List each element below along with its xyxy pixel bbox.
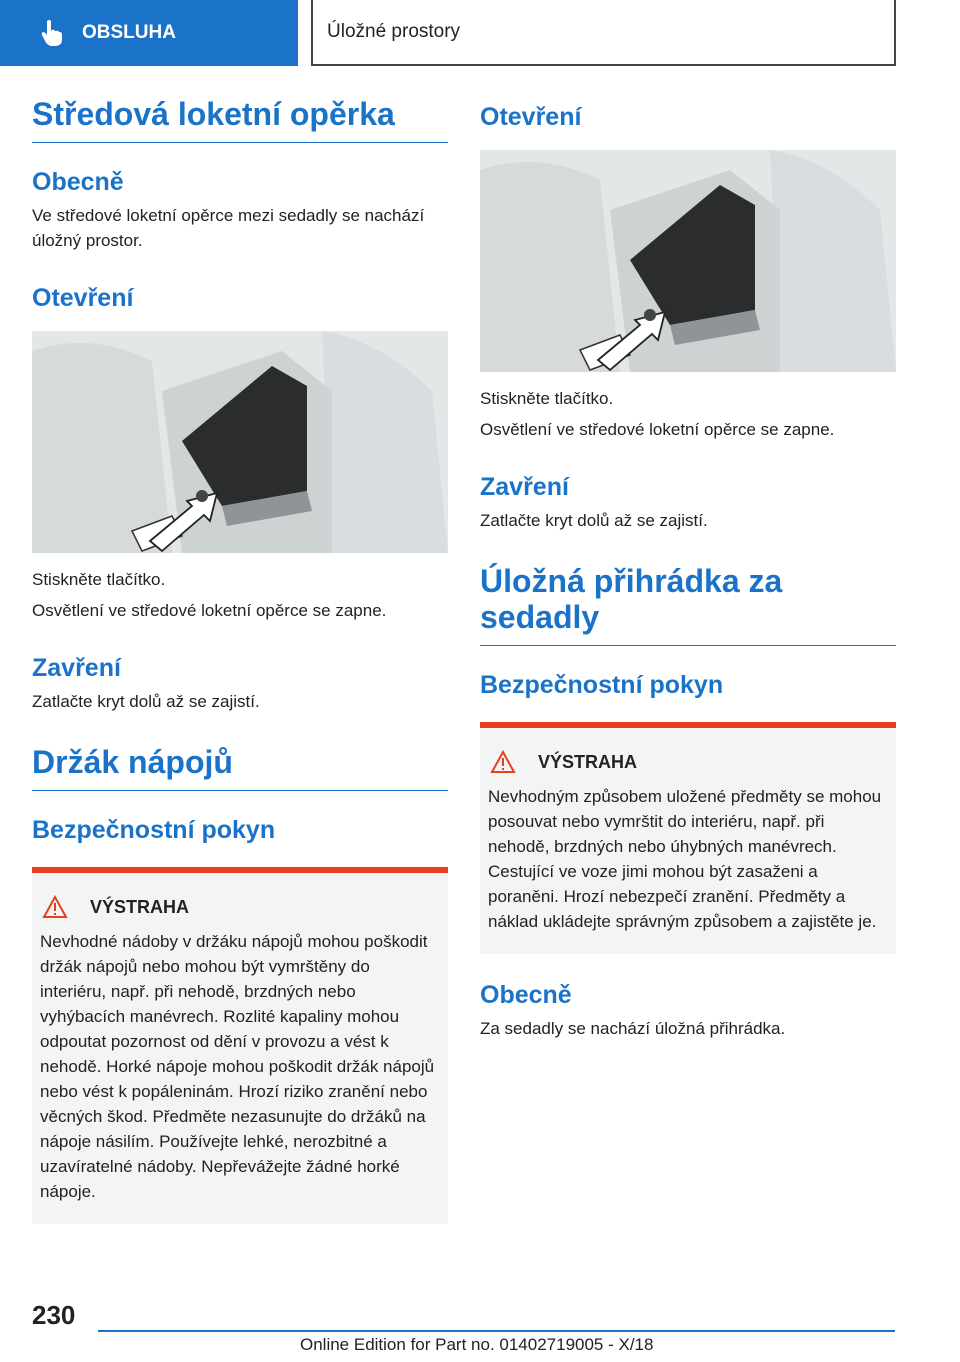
chapter-tab-label: OBSLUHA xyxy=(82,22,176,43)
footer-rule xyxy=(98,1330,895,1332)
close-text: Zatlačte kryt dolů až se zajistí. xyxy=(480,511,708,530)
hand-pointer-icon xyxy=(40,19,64,47)
general-heading: Obecně xyxy=(480,981,572,1009)
open-step-2: Osvětlení ve středové loketní opěrce se zapne. xyxy=(480,420,835,439)
warning-label: VÝSTRAHA xyxy=(90,896,190,917)
open-heading: Otevření xyxy=(480,103,582,131)
close-text: Zatlačte kryt dolů až se zajistí. xyxy=(32,692,260,711)
page-header xyxy=(0,0,960,66)
page-number: 230 xyxy=(32,1300,76,1330)
open-heading: Otevření xyxy=(32,284,134,312)
warning-head xyxy=(488,750,888,774)
armrest-illustration xyxy=(480,150,896,372)
safety-heading: Bezpečnostní pokyn xyxy=(32,816,276,844)
warning-text: Nevhodné nádoby v držáku nápojů mohou poškodit držák nápojů nebo mohou být vymrštěny do interiéru, např. při nehodě, brzdných nebo vyhýbacích manévrech. Rozlité kapaliny mohou odpoutat pozornost od dění v provozu a vést k nehodě. Horké nápoje mohou poškodit držák nápojů nebo vést k popáleninám. Hrozí riziko zranění nebo věcných škod. Předměte nezasunujte do držáků na nápoje násilím. Používejte lehké, nerozbitné a uzavíratelné nádoby. Nepřevážejte žádné horké nápoje. xyxy=(40,932,435,1201)
armrest-illustration xyxy=(32,331,448,553)
warning-head xyxy=(40,895,440,919)
general-text: Za sedadly se nachází úložná přihrádka. xyxy=(480,1019,786,1038)
open-step-1: Stiskněte tlačítko. xyxy=(32,570,166,589)
general-heading: Obecně xyxy=(32,168,124,196)
warning-label: VÝSTRAHA xyxy=(538,751,638,772)
warning-triangle-icon xyxy=(490,750,516,774)
chapter-tab[interactable] xyxy=(0,0,298,66)
safety-heading: Bezpečnostní pokyn xyxy=(480,671,724,699)
warning-box xyxy=(480,722,896,954)
open-step-2: Osvětlení ve středové loketní opěrce se zapne. xyxy=(32,601,387,620)
warning-triangle-icon xyxy=(42,895,68,919)
close-heading: Zavření xyxy=(32,654,121,682)
cupholder-title: Držák nápojů xyxy=(32,744,448,791)
compartment-title: Úložná přihrádka za sedadly xyxy=(480,563,896,646)
general-text: Ve středové loketní opěrce mezi sedadly se nachází úložný prostor. xyxy=(32,206,425,250)
right-column xyxy=(480,96,896,1041)
warning-text: Nevhodným způsobem uložené předměty se mohou posouvat nebo vymrštit do interiéru, např. při nehodě, brzdných nebo úhybných manévrech. Cestující ve voze jimi mohou být zasaženi a poraněni. Hrozí nebezpečí zranění. Předměty a náklad ukládejte správným způsobem a zajistěte je. xyxy=(488,787,882,931)
warning-box xyxy=(32,867,448,1224)
left-column xyxy=(32,96,448,1224)
open-step-1: Stiskněte tlačítko. xyxy=(480,389,614,408)
armrest-title: Středová loketní opěrka xyxy=(32,96,448,143)
section-title-box xyxy=(311,0,896,66)
edition-text: Online Edition for Part no. 01402719005 - X/18 xyxy=(300,1335,654,1354)
section-title: Úložné prostory xyxy=(327,21,461,42)
close-heading: Zavření xyxy=(480,473,569,501)
